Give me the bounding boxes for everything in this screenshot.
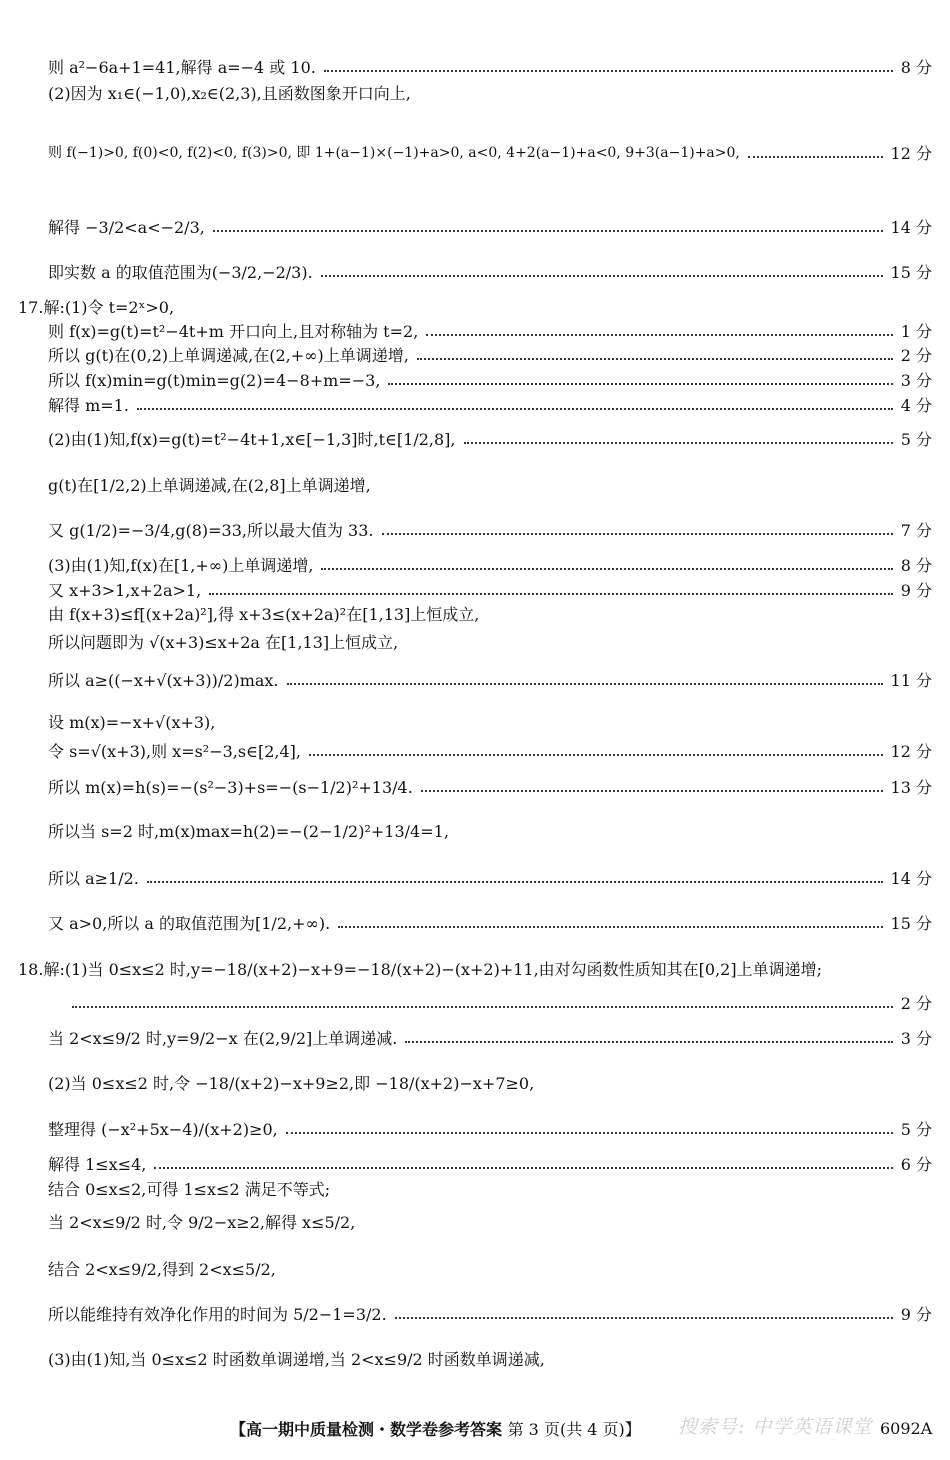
answer-line: 解得 1≤x≤4, 6 分 <box>48 1155 932 1174</box>
answer-line: 解得 m=1. 4 分 <box>48 396 932 415</box>
answer-line: 所以 g(t)在(0,2)上单调递减,在(2,+∞)上单调递增, 2 分 <box>48 346 932 365</box>
answer-line: (2)由(1)知,f(x)=g(t)=t²−4t+1,x∈[−1,3]时,t∈[1/2,8], 5 分 <box>48 430 932 449</box>
answer-line: 所以 a≥((−x+√(x+3))/2)max. 11 分 <box>48 671 932 690</box>
answer-line: 解得 −3/2<a<−2/3, 14 分 <box>48 218 932 237</box>
answer-line: 设 m(x)=−x+√(x+3), <box>48 713 216 732</box>
leader-dots <box>137 408 893 410</box>
answer-line: 结合 2<x≤9/2,得到 2<x≤5/2, <box>48 1260 276 1279</box>
answer-line: 又 a>0,所以 a 的取值范围为[1/2,+∞). 15 分 <box>48 914 932 933</box>
answer-line: 则 f(x)=g(t)=t²−4t+m 开口向上,且对称轴为 t=2, 1 分 <box>48 322 932 341</box>
answer-line: 即实数 a 的取值范围为(−3/2,−2/3). 15 分 <box>48 263 932 282</box>
answer-line: g(t)在[1/2,2)上单调递减,在(2,8]上单调递增, <box>48 476 371 495</box>
answer-line: 则 a²−6a+1=41,解得 a=−4 或 10. 8 分 <box>48 58 932 77</box>
leader-dots <box>321 568 892 570</box>
leader-dots <box>417 358 893 360</box>
leader-dots <box>324 70 893 72</box>
leader-dots <box>286 1132 893 1134</box>
answer-line: 所以能维持有效净化作用的时间为 5/2−1=3/2. 9 分 <box>48 1305 932 1324</box>
answer-line: 所以 a≥1/2. 14 分 <box>48 869 932 888</box>
leader-dots <box>388 383 892 385</box>
answer-line: 整理得 (−x²+5x−4)/(x+2)≥0, 5 分 <box>48 1120 932 1139</box>
leader-dots <box>309 754 883 756</box>
answer-line: 又 x+3>1,x+2a>1, 9 分 <box>48 581 932 600</box>
answer-line: 由 f(x+3)≤f[(x+2a)²],得 x+3≤(x+2a)²在[1,13]上恒成立, <box>48 605 480 624</box>
leader-dots <box>382 533 893 535</box>
leader-dots <box>338 926 882 928</box>
answer-line: 所以 m(x)=h(s)=−(s²−3)+s=−(s−1/2)²+13/4. 13 分 <box>48 778 932 797</box>
leader-dots <box>72 1006 893 1008</box>
watermark: 搜索号: 中学英语课堂 <box>678 1416 873 1438</box>
answer-line: (3)由(1)知,当 0≤x≤2 时函数单调递增,当 2<x≤9/2 时函数单调递减, <box>48 1350 545 1369</box>
answer-line: 结合 0≤x≤2,可得 1≤x≤2 满足不等式; <box>48 1180 331 1199</box>
answer-line: 所以 f(x)min=g(t)min=g(2)=4−8+m=−3, 3 分 <box>48 371 932 390</box>
leader-dots <box>748 156 883 158</box>
answer-line: 所以当 s=2 时,m(x)max=h(2)=−(2−1/2)²+13/4=1, <box>48 822 449 841</box>
leader-dots <box>154 1167 892 1169</box>
leader-dots <box>405 1041 892 1043</box>
leader-dots <box>147 881 883 883</box>
answer-line: 所以问题即为 √(x+3)≤x+2a 在[1,13]上恒成立, <box>48 633 399 652</box>
leader-dots <box>213 230 883 232</box>
answer-line: 18.解:(1)当 0≤x≤2 时,y=−18/(x+2)−x+9=−18/(x+2)−(x+2)+11,由对勾函数性质知其在[0,2]上单调递增; <box>18 960 822 979</box>
answer-line: 令 s=√(x+3),则 x=s²−3,s∈[2,4], 12 分 <box>48 742 932 761</box>
leader-dots <box>464 442 893 444</box>
answer-line: 则 f(−1)>0, f(0)<0, f(2)<0, f(3)>0, 即 1+(a−1)×(−1)+a>0, a<0, 4+2(a−1)+a<0, 9+3(a−1)+a>0, 12 分 <box>48 144 932 163</box>
answer-line: 当 2<x≤9/2 时,令 9/2−x≥2,解得 x≤5/2, <box>48 1213 356 1232</box>
answer-line: (2)因为 x₁∈(−1,0),x₂∈(2,3),且函数图象开口向上, <box>48 84 411 103</box>
leader-dots <box>426 334 892 336</box>
leader-dots <box>421 790 883 792</box>
answer-line: (3)由(1)知,f(x)在[1,+∞)上单调递增, 8 分 <box>48 556 932 575</box>
answer-line: 又 g(1/2)=−3/4,g(8)=33,所以最大值为 33. 7 分 <box>48 521 932 540</box>
leader-dots <box>209 593 893 595</box>
page-footer: 【高一期中质量检测・数学卷参考答案 第 3 页(共 4 页)】 <box>230 1420 641 1439</box>
answer-line: 17.解:(1)令 t=2ˣ>0, <box>18 298 175 317</box>
answer-line: 当 2<x≤9/2 时,y=9/2−x 在(2,9/2]上单调递减. 3 分 <box>48 1029 932 1048</box>
document-code: 6092A <box>880 1419 933 1438</box>
leader-dots <box>287 683 883 685</box>
leader-dots <box>395 1317 893 1319</box>
answer-line: (2)当 0≤x≤2 时,令 −18/(x+2)−x+9≥2,即 −18/(x+2)−x+7≥0, <box>48 1074 535 1093</box>
answer-line: 2 分 <box>64 994 932 1014</box>
leader-dots <box>321 275 883 277</box>
